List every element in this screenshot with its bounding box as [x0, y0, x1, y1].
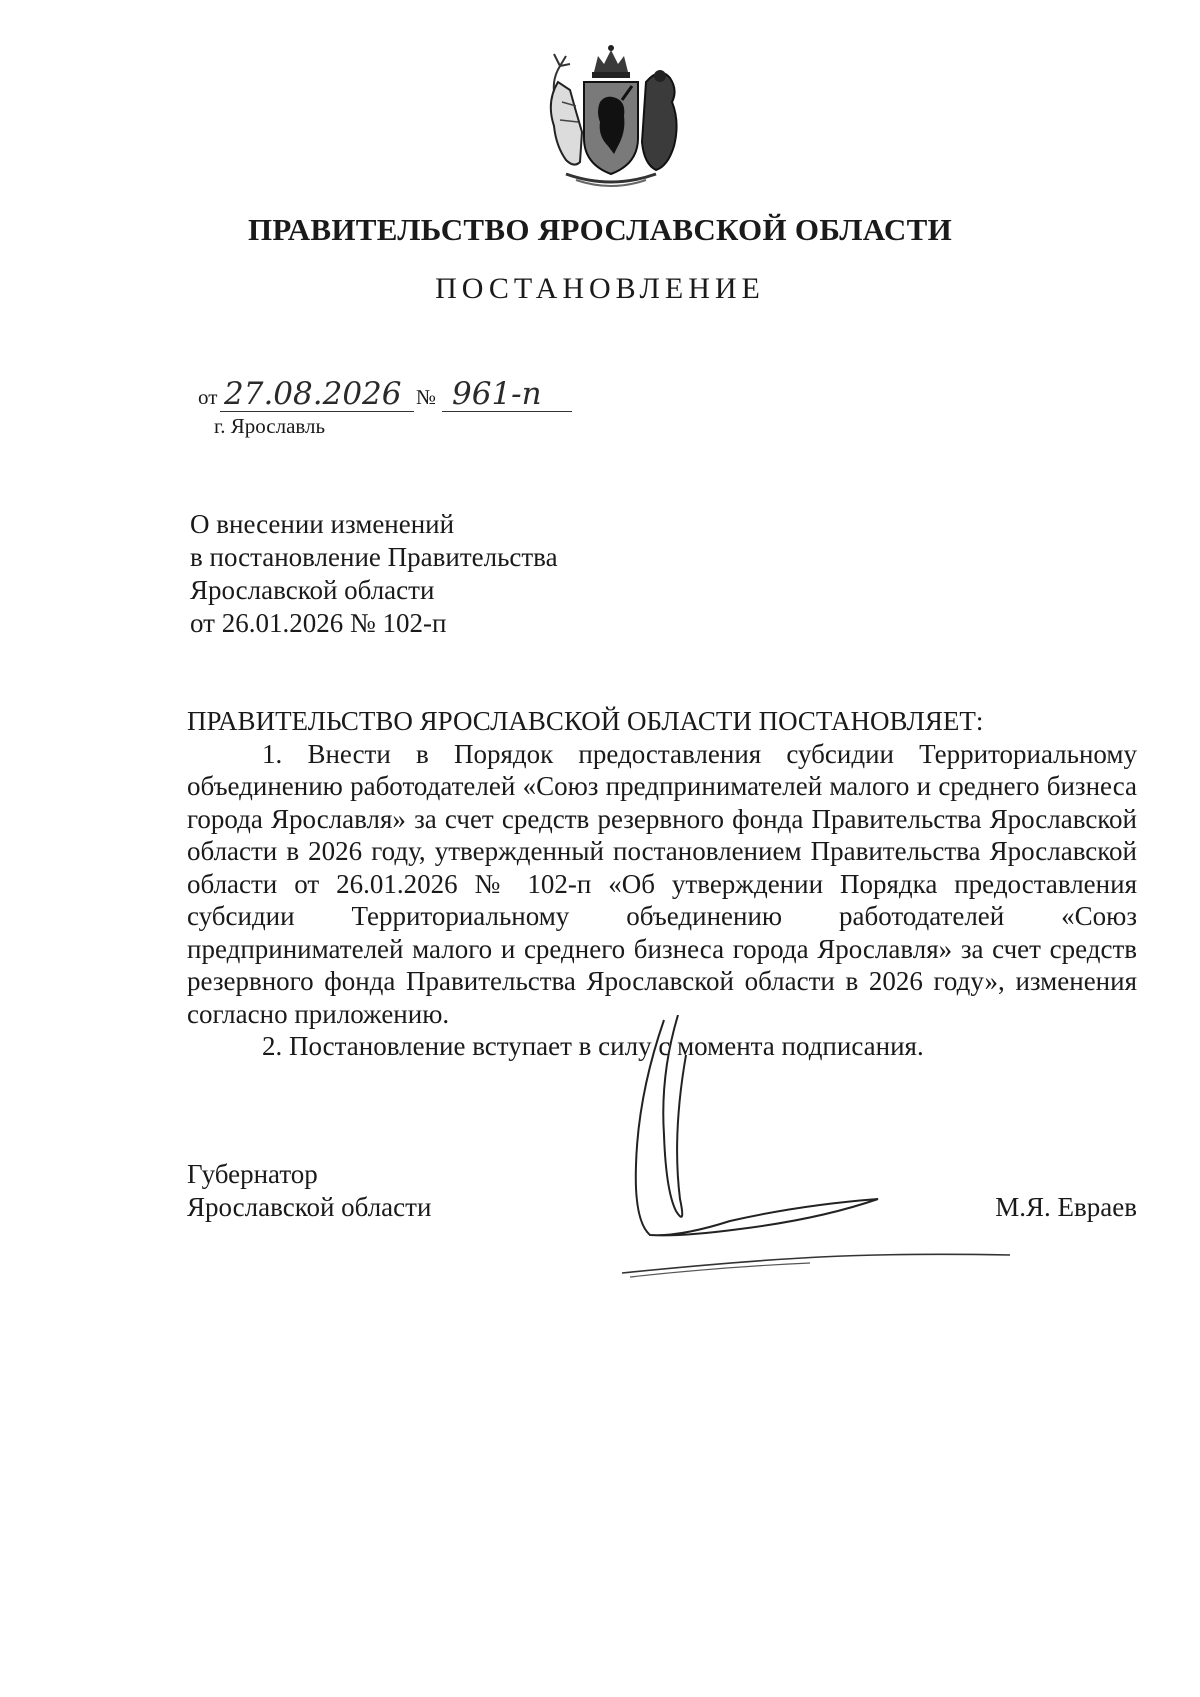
- document-body: [187, 705, 1137, 1063]
- organization-title: ПРАВИТЕЛЬСТВО ЯРОСЛАВСКОЙ ОБЛАСТИ: [248, 212, 952, 247]
- signer-position: [187, 1158, 431, 1224]
- handwritten-signature: [620, 1015, 1020, 1285]
- city-label: г. Ярославль: [214, 414, 326, 438]
- subject-line: О внесении изменений: [190, 509, 455, 539]
- subject-line: Ярославской области: [190, 575, 435, 605]
- subject-line: от 26.01.2026 № 102-п: [190, 608, 447, 638]
- handwritten-date: 27.08.2026: [224, 376, 402, 412]
- number-prefix: №: [416, 385, 437, 409]
- signer-name: М.Я. Евраев: [995, 1192, 1137, 1222]
- signer-position-line: Ярославской области: [187, 1192, 432, 1222]
- handwritten-number: 961-п: [452, 376, 542, 412]
- paragraph-1: 1. Внести в Порядок предоставления субсидии Территориальному объединению работодателей «Союз предпринимателей малого и среднего бизнеса города Ярославля» за счет средств резервного фонда Правительства Ярославской области в 2026 году, утвержденный постановлением Правительства Ярославской области от 26.01.2026 № 102-п «Об утверждении Порядка предоставления субсидии Территориальному объединению работодателей «Союз предпринимателей малого и среднего бизнеса города Ярославля» за счет средств резервного фонда Правительства Ярославской области в 2026 году», изменения согласно приложению.: [187, 738, 1137, 1029]
- document-subject: [190, 508, 558, 640]
- date-prefix: от: [198, 385, 218, 409]
- decree-heading: ПРАВИТЕЛЬСТВО ЯРОСЛАВСКОЙ ОБЛАСТИ ПОСТАНОВЛЯЕТ:: [187, 706, 984, 736]
- document-type: ПОСТАНОВЛЕНИЕ: [435, 272, 765, 305]
- coat-of-arms-emblem: [536, 42, 686, 190]
- signer-position-line: Губернатор: [187, 1159, 318, 1189]
- subject-line: в постановление Правительства: [190, 542, 558, 572]
- date-number-line: [198, 372, 658, 418]
- paragraph-2: 2. Постановление вступает в силу с момента подписания.: [262, 1031, 924, 1061]
